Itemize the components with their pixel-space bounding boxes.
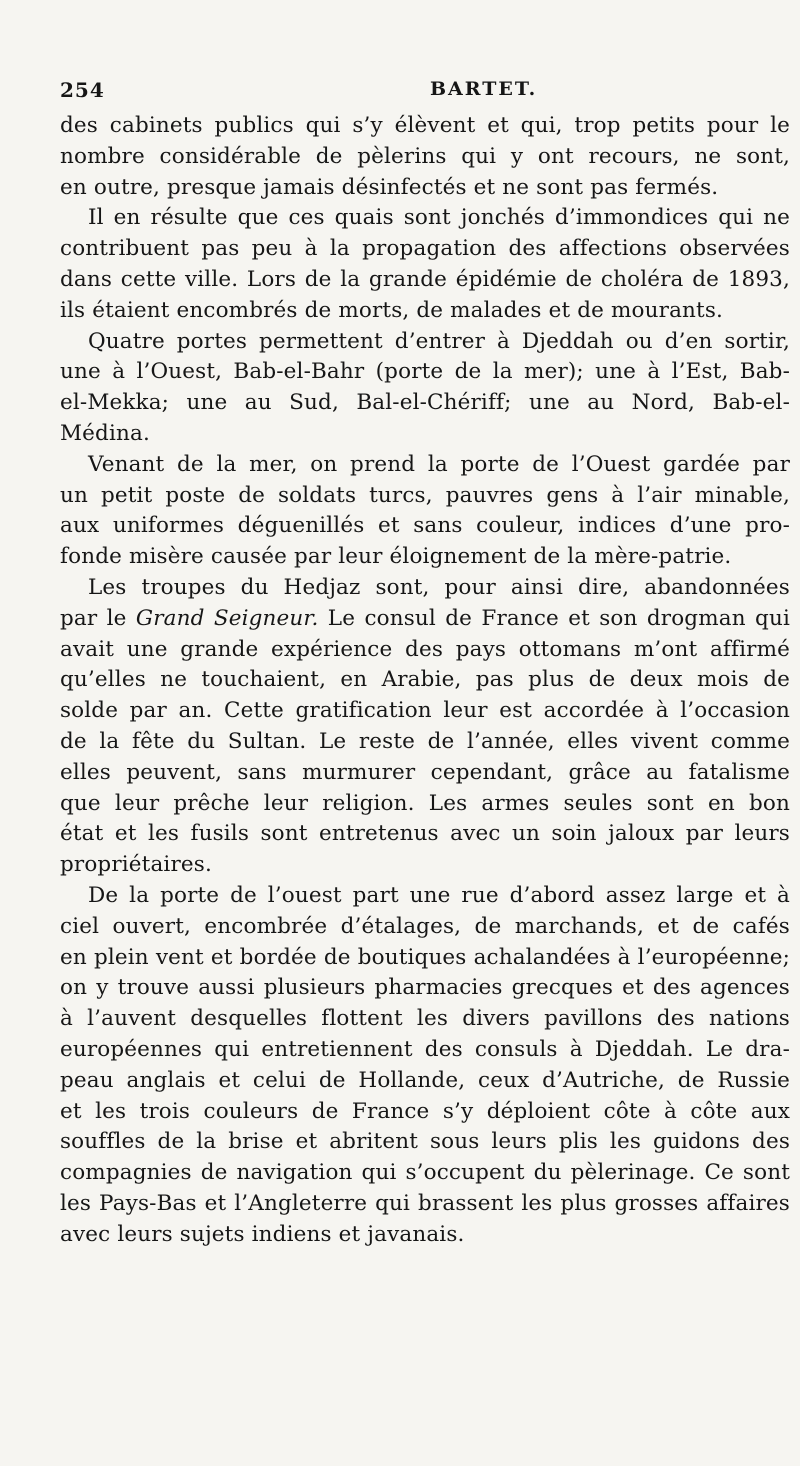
text-line: Quatre portes permettent d’entrer à Djeddah ou d’en sortir, bbox=[88, 328, 790, 354]
body-text bbox=[60, 111, 790, 1250]
text-line: que leur prêche leur religion. Les armes seules sont en bon bbox=[60, 790, 790, 816]
text-line bbox=[60, 604, 790, 635]
text-line: une à l’Ouest, Bab-el-Bahr (porte de la mer); une à l’Est, Bab- bbox=[60, 359, 790, 385]
text-line: De la porte de l’ouest part une rue d’abord assez large et à bbox=[88, 882, 790, 908]
text-line: on y trouve aussi plusieurs pharmacies grecques et des agences bbox=[60, 975, 790, 1001]
italic-title: Grand Seigneur. bbox=[135, 605, 319, 631]
text-segment: Le consul de France et son drogman qui bbox=[318, 605, 790, 631]
text-line: peau anglais et celui de Hollande, ceux d’Autriche, de Russie bbox=[60, 1067, 790, 1093]
text-line: Venant de la mer, on prend la porte de l’Ouest gardée par bbox=[88, 451, 790, 477]
text-line: avec leurs sujets indiens et javanais. bbox=[60, 1221, 465, 1247]
text-line: à l’auvent desquelles flottent les divers pavillons des nations bbox=[60, 1006, 790, 1032]
text-line: ciel ouvert, encombrée d’étalages, de marchands, et de cafés bbox=[60, 913, 790, 939]
text-line: aux uniformes déguenillés et sans couleur, indices d’une pro- bbox=[60, 513, 790, 539]
text-line: des cabinets publics qui s’y élèvent et qui, trop petits pour le bbox=[60, 113, 790, 138]
text-line: el-Mekka; une au Sud, Bal-el-Chériff; une au Nord, Bab-el- bbox=[60, 390, 790, 416]
running-title: BARTET. bbox=[430, 78, 538, 100]
text-line: de la fête du Sultan. Le reste de l’année, elles vivent comme bbox=[60, 728, 790, 754]
text-line: en outre, presque jamais désinfectés et ne sont pas fermés. bbox=[60, 174, 719, 200]
text-line: qu’elles ne touchaient, en Arabie, pas plus de deux mois de bbox=[60, 667, 790, 693]
text-line: européennes qui entretiennent des consuls à Djeddah. Le dra- bbox=[60, 1036, 790, 1062]
text-line: contribuent pas peu à la propagation des affections observées bbox=[60, 236, 790, 262]
text-line: fonde misère causée par leur éloignement de la mère-patrie. bbox=[60, 544, 732, 570]
text-line: nombre considérable de pèlerins qui y ont recours, ne sont, bbox=[60, 143, 790, 169]
text-line: compagnies de navigation qui s’occupent du pèlerinage. Ce sont bbox=[60, 1160, 790, 1186]
text-line: Les troupes du Hedjaz sont, pour ainsi dire, abandonnées bbox=[88, 574, 790, 600]
text-line: Il en résulte que ces quais sont jonchés d’immondices qui ne bbox=[88, 205, 790, 231]
text-line: Médina. bbox=[60, 420, 150, 446]
text-segment: par le bbox=[60, 605, 136, 631]
text-line: propriétaires. bbox=[60, 852, 212, 878]
text-line: ils étaient encombrés de morts, de malades et de mourants. bbox=[60, 297, 723, 323]
text-line: souffles de la brise et abritent sous leurs plis les guidons des bbox=[60, 1129, 790, 1155]
text-line: avait une grande expérience des pays ottomans m’ont affirmé bbox=[60, 636, 790, 662]
text-line: état et les fusils sont entretenus avec un soin jaloux par leurs bbox=[60, 821, 790, 847]
text-line: les Pays-Bas et l’Angleterre qui brassent les plus grosses affaires bbox=[60, 1190, 790, 1216]
text-line: solde par an. Cette gratification leur est accordée à l’occasion bbox=[60, 698, 790, 724]
text-line: un petit poste de soldats turcs, pauvres gens à l’air minable, bbox=[60, 482, 790, 508]
page-number: 254 bbox=[60, 78, 105, 102]
text-line: dans cette ville. Lors de la grande épidémie de choléra de 1893, bbox=[60, 266, 790, 292]
page-header bbox=[60, 78, 780, 106]
text-line: et les trois couleurs de France s’y déploient côte à côte aux bbox=[60, 1098, 790, 1124]
text-line: elles peuvent, sans murmurer cependant, grâce au fatalisme bbox=[60, 759, 790, 785]
text-line: en plein vent et bordée de boutiques achalandées à l’européenne; bbox=[60, 944, 790, 970]
